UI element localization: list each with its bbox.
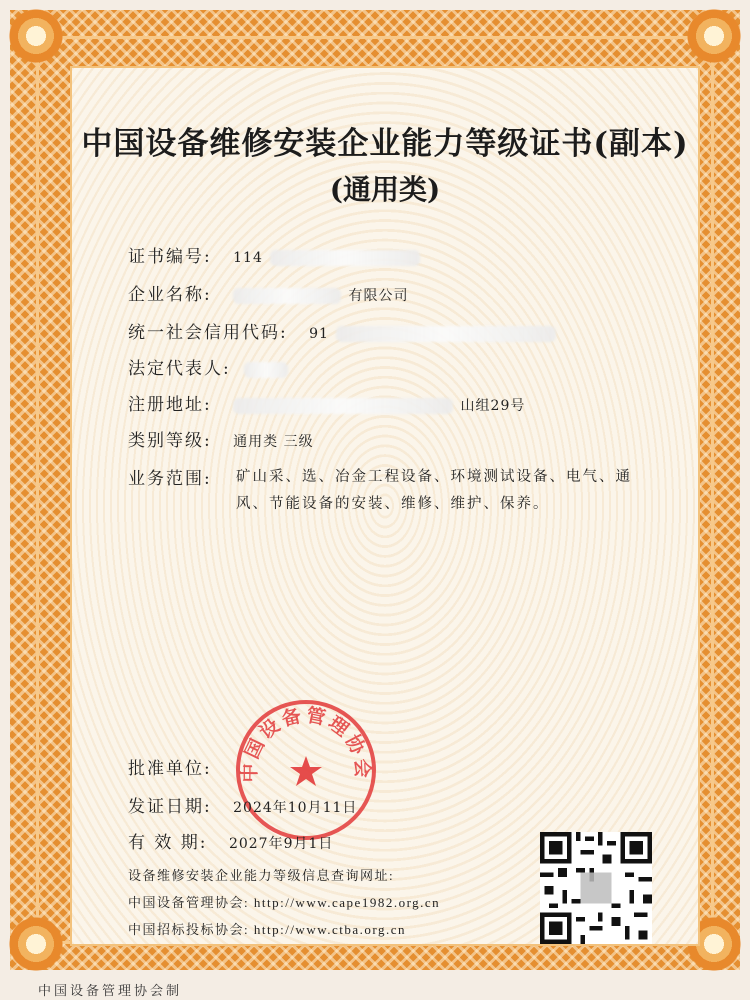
- corner-ornament: [684, 6, 744, 66]
- cape-line: [128, 889, 440, 916]
- credit-code-label: 统一社会信用代码:: [128, 323, 288, 343]
- cape-label: 中国设备管理协会:: [128, 895, 250, 910]
- address-row: [128, 390, 525, 415]
- scope-value: 矿山采、选、冶金工程设备、环境测试设备、电气、通风、节能设备的安装、维修、维护、保养。: [236, 469, 632, 512]
- category-row: [128, 426, 314, 451]
- redaction-blur: [233, 398, 453, 414]
- issuer-note: 中国设备管理协会制: [38, 984, 183, 999]
- redaction-blur: [270, 250, 420, 266]
- redaction-blur: [336, 326, 556, 342]
- valid-label: 有 效 期:: [128, 833, 208, 853]
- issue-date-row: [128, 792, 357, 817]
- cert-no-value: 114: [233, 250, 263, 266]
- issue-date-value: 2024年10月11日: [233, 800, 358, 816]
- query-info: [128, 862, 440, 943]
- certificate-title: 中国设备维修安装企业能力等级证书(副本): [81, 126, 689, 162]
- corner-ornament: [6, 914, 66, 974]
- category-value: 通用类 三级: [233, 434, 314, 450]
- qr-code-icon: [540, 832, 652, 944]
- issue-date-label: 发证日期:: [128, 797, 212, 817]
- star-icon: [290, 756, 322, 786]
- redaction-blur: [244, 362, 288, 378]
- cert-no-label: 证书编号:: [128, 247, 212, 267]
- credit-code-row: [128, 318, 556, 343]
- legal-rep-label: 法定代表人:: [128, 359, 231, 379]
- redaction-blur: [580, 872, 611, 903]
- valid-value: 2027年9月1日: [228, 836, 334, 852]
- ctba-label: 中国招标投标协会:: [128, 922, 250, 937]
- cert-no-row: [128, 242, 420, 267]
- certificate-subtitle: (通用类): [329, 173, 441, 206]
- ctba-line: [128, 916, 440, 943]
- scope-row: [128, 464, 212, 489]
- query-heading: 设备维修安装企业能力等级信息查询网址:: [128, 868, 395, 883]
- category-label: 类别等级:: [128, 431, 212, 451]
- redaction-blur: [233, 288, 341, 304]
- approver-row: [128, 754, 212, 779]
- credit-code-value: 91: [309, 326, 329, 342]
- approver-label: 批准单位:: [128, 759, 212, 779]
- seal-text: 中国设备管理协会: [238, 704, 374, 783]
- address-value: 山组29号: [460, 398, 526, 414]
- scope-label: 业务范围:: [128, 469, 212, 489]
- cape-url[interactable]: http://www.cape1982.org.cn: [253, 895, 441, 910]
- legal-rep-row: [128, 354, 288, 379]
- company-row: [128, 280, 409, 305]
- company-value: 有限公司: [348, 288, 409, 304]
- address-label: 注册地址:: [128, 395, 212, 415]
- corner-ornament: [6, 6, 66, 66]
- ctba-url[interactable]: http://www.ctba.org.cn: [253, 922, 407, 937]
- company-label: 企业名称:: [128, 285, 212, 305]
- certificate-paper: [72, 68, 698, 944]
- certificate-border: [10, 10, 740, 970]
- official-seal: [232, 696, 380, 844]
- valid-row: [128, 828, 333, 853]
